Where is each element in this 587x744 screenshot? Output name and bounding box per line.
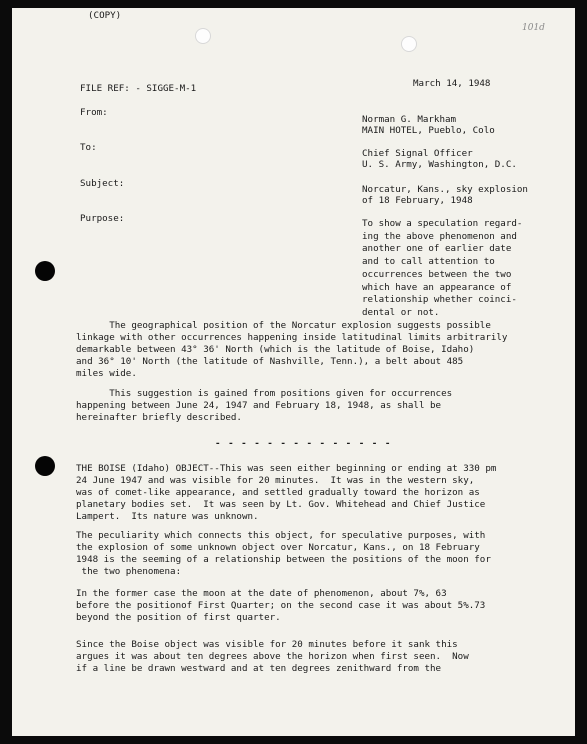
paragraph-line: linkage with other occurrences happening inside latitudinal limits arbitrarily	[76, 332, 508, 343]
subject-value	[362, 184, 528, 206]
paragraph-line: The geographical position of the Norcatur explosion suggests possible	[76, 320, 491, 331]
to-line: Chief Signal Officer	[362, 148, 473, 159]
purpose-line: ing the above phenomenon and	[362, 230, 517, 242]
purpose-line: and to call attention to	[362, 256, 495, 268]
subject-line: Norcatur, Kans., sky explosion	[362, 184, 528, 195]
copy-mark: (COPY)	[88, 10, 122, 21]
purpose-label: Purpose:	[80, 213, 125, 224]
section-divider: - - - - - - - - - - - - - -	[215, 438, 392, 449]
paragraph-line: In the former case the moon at the date of phenomenon, about 7%, 63	[76, 588, 447, 599]
purpose-line: To show a speculation regard-	[362, 218, 523, 229]
from-line: Norman G. Markham	[362, 114, 457, 125]
paragraph-line: demarkable between 43° 36' North (which is the latitude of Boise, Idaho)	[76, 344, 475, 355]
letter-date: March 14, 1948	[413, 78, 491, 89]
paragraph-line: hereinafter briefly described.	[76, 412, 242, 423]
paragraph-line: The peculiarity which connects this object, for speculative purposes, with	[76, 530, 486, 541]
staple-mark-right	[401, 36, 417, 52]
to-label: To:	[80, 142, 97, 153]
punch-hole-top	[35, 261, 55, 281]
paragraph-line: the explosion of some unknown object over Norcatur, Kans., on 18 February	[76, 542, 480, 553]
pencil-note: 101d	[522, 23, 545, 33]
from-label: From:	[80, 107, 108, 118]
from-line: MAIN HOTEL, Pueblo, Colo	[362, 125, 495, 136]
to-line: U. S. Army, Washington, D.C.	[362, 159, 517, 170]
purpose-line: which have an appearance of	[362, 281, 512, 293]
paragraph-line: 24 June 1947 and was visible for 20 minutes. It was in the western sky,	[76, 475, 475, 486]
punch-hole-bottom	[35, 456, 55, 476]
subject-line: of 18 February, 1948	[362, 195, 473, 206]
subject-label: Subject:	[80, 178, 125, 189]
paragraph-line: was of comet-like appearance, and settled gradually toward the horizon as	[76, 487, 480, 498]
paragraph-line: the two phenomena:	[76, 566, 182, 577]
paragraph-line: if a line be drawn westward and at ten degrees zenithward from the	[76, 663, 442, 674]
paragraph-line: beyond the position of first quarter.	[76, 612, 281, 623]
paragraph-latitude-belt	[76, 320, 507, 380]
paragraph-line: 1948 is the seeming of a relationship between the positions of the moon for	[76, 554, 491, 565]
purpose-line: relationship whether coinci-	[362, 294, 517, 306]
paragraph-line: before the positionof First Quarter; on the second case it was about 5%.73	[76, 600, 486, 611]
paragraph-line: and 36° 10' North (the latitude of Nashville, Tenn.), a belt about 485	[76, 356, 464, 367]
paragraph-boise-altitude	[76, 639, 469, 675]
paragraph-line: happening between June 24, 1947 and February 18, 1948, as shall be	[76, 400, 442, 411]
paragraph-line: argues it was about ten degrees above the horizon when first seen. Now	[76, 651, 469, 662]
file-reference: FILE REF: - SIGGE-M-1	[80, 83, 197, 94]
paragraph-line: miles wide.	[76, 368, 137, 379]
paragraph-boise-object	[76, 463, 496, 523]
staple-mark-left	[195, 28, 211, 44]
paragraph-suggestion	[76, 388, 452, 424]
purpose-line: another one of earlier date	[362, 243, 512, 255]
paragraph-moon-positions	[76, 588, 485, 624]
from-value	[362, 114, 495, 136]
paragraph-line: THE BOISE (Idaho) OBJECT--This was seen either beginning or ending at 330 pm	[76, 463, 497, 474]
paragraph-line: Since the Boise object was visible for 20 minutes before it sank this	[76, 639, 458, 650]
paragraph-line: Lampert. Its nature was unknown.	[76, 511, 259, 522]
purpose-value	[362, 218, 522, 320]
purpose-line: dental or not.	[362, 306, 440, 318]
paragraph-peculiarity	[76, 530, 491, 578]
paragraph-line: This suggestion is gained from positions given for occurrences	[76, 388, 453, 399]
purpose-line: occurrences between the two	[362, 268, 512, 280]
paragraph-line: planetary bodies set. It was seen by Lt. Gov. Whitehead and Chief Justice	[76, 499, 486, 510]
document-page	[12, 8, 575, 736]
to-value	[362, 148, 517, 170]
